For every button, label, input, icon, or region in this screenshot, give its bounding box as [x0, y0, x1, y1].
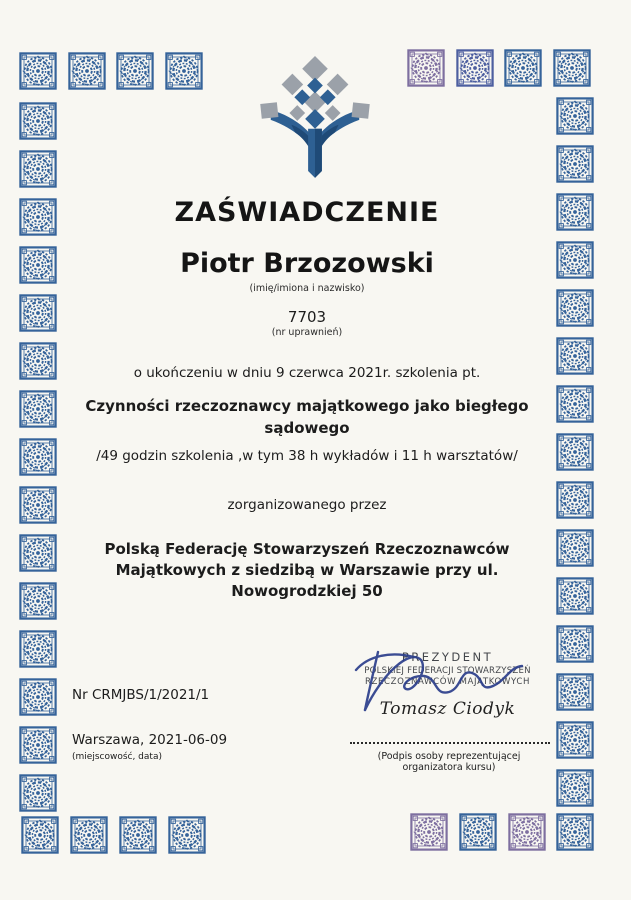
ornament-tile [556, 577, 594, 615]
ornament-tile [19, 246, 57, 284]
ornament-tile [165, 52, 203, 90]
ornament-tile [556, 241, 594, 279]
stamp-line2: POLSKIEJ FEDERACJI STOWARZYSZEŃ [364, 666, 531, 676]
ornament-tile [556, 193, 594, 231]
ornament-tile [19, 102, 57, 140]
ornament-tile [19, 342, 57, 380]
ornament-tile [19, 774, 57, 812]
ornament-tile [19, 534, 57, 572]
ornament-tile [19, 486, 57, 524]
ornament-tile [19, 52, 57, 90]
ornament-tile [19, 198, 57, 236]
license-number: 7703 [287, 308, 327, 326]
ornament-tile [556, 813, 594, 851]
ornament-tile [19, 438, 57, 476]
ornament-tile [19, 390, 57, 428]
ornament-tile [68, 52, 106, 90]
holder-name-caption: (imię/imiona i nazwisko) [249, 283, 365, 294]
license-caption: (nr uprawnień) [271, 327, 343, 338]
holder-name: Piotr Brzozowski [180, 248, 434, 279]
ornament-tile [456, 49, 494, 87]
ornament-tile [556, 481, 594, 519]
ornament-tile [119, 816, 157, 854]
pfsrm-tree-logo [256, 54, 374, 182]
completion-line: o ukończeniu w dniu 9 czerwca 2021r. szkolenia pt. [133, 365, 481, 381]
course-title-line1: Czynności rzeczoznawcy majątkowego jako biegłego [85, 397, 529, 415]
ornament-tile [556, 97, 594, 135]
ornament-tile [19, 150, 57, 188]
ornament-tile [504, 49, 542, 87]
ornament-tile [19, 582, 57, 620]
ornament-tile [70, 816, 108, 854]
certificate-title: ZAŚWIADCZENIE [174, 197, 440, 228]
ornament-tile [19, 294, 57, 332]
ornament-tile [556, 721, 594, 759]
place-date-caption: (miejscowość, data) [72, 752, 162, 762]
hours-line: /49 godzin szkolenia ,w tym 38 h wykładów i 11 h warsztatów/ [96, 448, 518, 464]
ornament-tile [19, 726, 57, 764]
signatory-name: Tomasz Ciodyk [379, 699, 516, 719]
ornament-tile [553, 49, 591, 87]
course-title-line2: sądowego [264, 419, 350, 437]
ornament-tile [556, 145, 594, 183]
organized-by-line: zorganizowanego przez [227, 497, 387, 513]
ornament-tile [556, 673, 594, 711]
tree-logo-graphic [256, 54, 374, 182]
ornament-tile [168, 816, 206, 854]
ornament-tile [19, 678, 57, 716]
ornament-tile [508, 813, 546, 851]
ornament-tile [407, 49, 445, 87]
organizer-line2: Majątkowych z siedzibą w Warszawie przy ul. [115, 561, 499, 579]
signature-dotted-line [350, 728, 550, 744]
stamp-line3: RZECZOZNAWCÓW MAJĄTKOWYCH [364, 677, 531, 687]
ornament-tile [459, 813, 497, 851]
ornament-tile [556, 385, 594, 423]
ornament-tile [116, 52, 154, 90]
ornament-tile [556, 529, 594, 567]
ornament-tile [556, 337, 594, 375]
ornament-tile [410, 813, 448, 851]
ornament-tile [556, 289, 594, 327]
certificate-number: Nr CRMJBS/1/2021/1 [72, 687, 210, 703]
signature-caption: (Podpis osoby reprezentującej organizatora kursu) [377, 751, 521, 773]
ornament-tile [19, 630, 57, 668]
organizer-line1: Polską Federację Stowarzyszeń Rzeczoznawców [104, 540, 510, 558]
stamp-line1: PREZYDENT [401, 650, 494, 664]
place-and-date: Warszawa, 2021-06-09 [72, 732, 228, 748]
ornament-tile [556, 769, 594, 807]
ornament-tile [21, 816, 59, 854]
ornament-tile [556, 433, 594, 471]
organizer-line3: Nowogrodzkiej 50 [231, 582, 383, 600]
ornament-tile [556, 625, 594, 663]
